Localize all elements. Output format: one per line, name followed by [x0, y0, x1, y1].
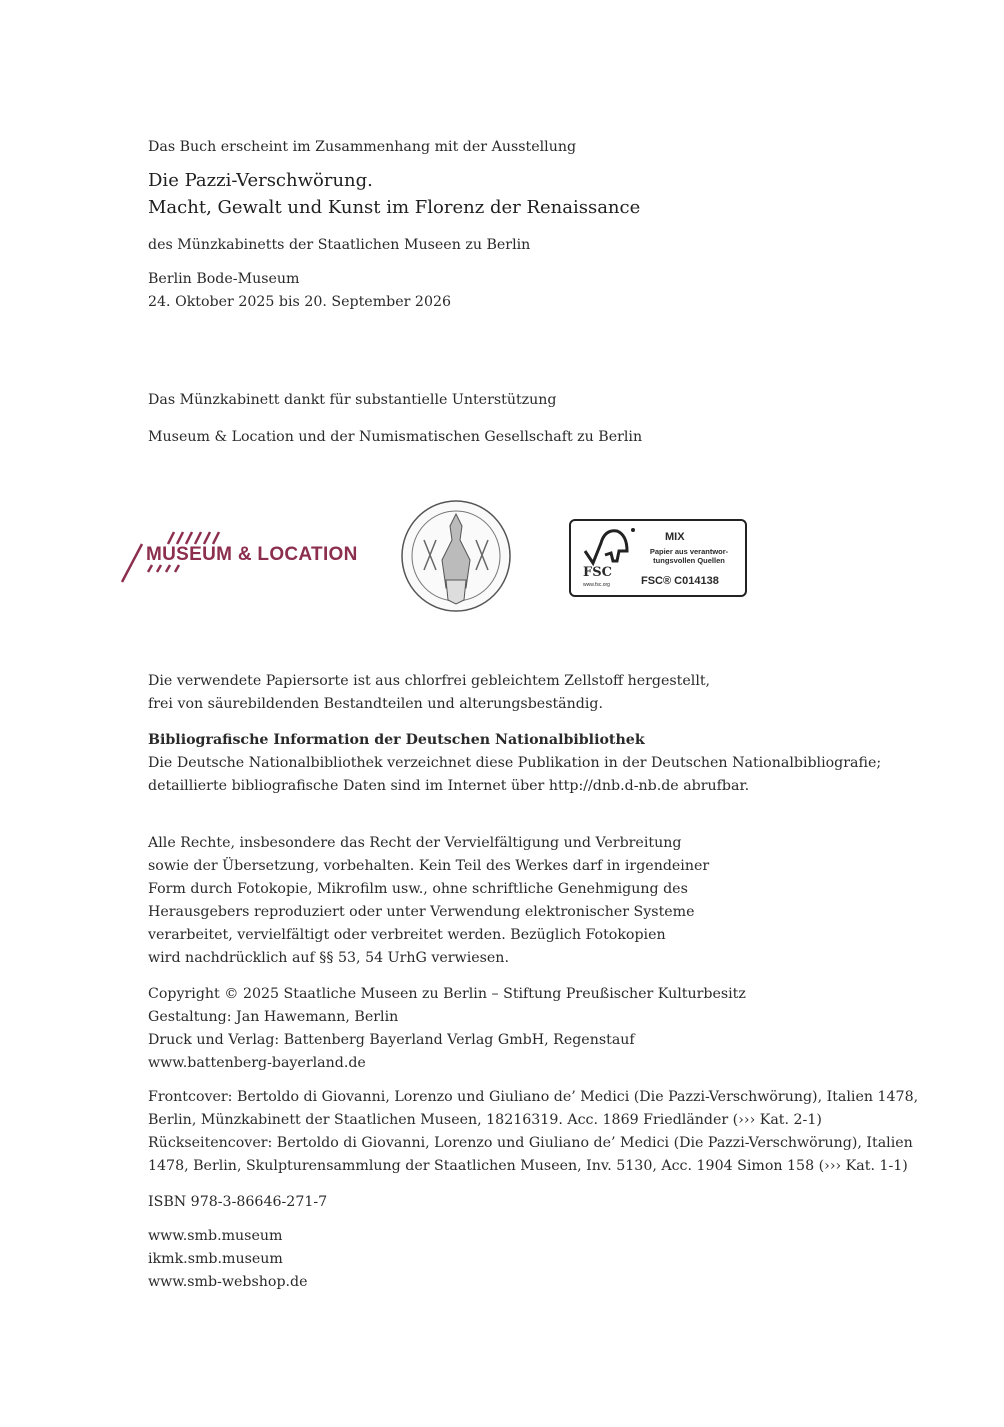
rights-line: wird nachdrücklich auf §§ 53, 54 UrhG verwiesen. [148, 950, 509, 966]
rights-block [148, 832, 709, 970]
cover-line: Rückseitencover: Bertoldo di Giovanni, Lorenzo und Giuliano de’ Medici (Die Pazzi-Verschwörung), Italien [148, 1135, 913, 1151]
exhibition-title [148, 167, 640, 221]
isbn: ISBN 978-3-86646-271-7 [148, 1194, 328, 1210]
link-smb[interactable]: www.smb.museum [148, 1228, 283, 1244]
title-line-2: Macht, Gewalt und Kunst im Florenz der Renaissance [148, 197, 641, 218]
thanks-line-2: Museum & Location und der Numismatischen Gesellschaft zu Berlin [148, 429, 643, 445]
museum-location-logo: MUSEUM & LOCATION [120, 528, 360, 584]
cover-credits [148, 1086, 918, 1178]
design-credit: Gestaltung: Jan Hawemann, Berlin [148, 1009, 399, 1025]
link-ikmk[interactable]: ikmk.smb.museum [148, 1251, 283, 1267]
links-block [148, 1225, 308, 1294]
dnb-info [148, 729, 881, 798]
cover-line: Frontcover: Bertoldo di Giovanni, Lorenzo und Giuliano de’ Medici (Die Pazzi-Verschwörung), Italien 1478, [148, 1089, 919, 1105]
thanks-line-1: Das Münzkabinett dankt für substantielle Unterstützung [148, 392, 557, 408]
publisher: Druck und Verlag: Battenberg Bayerland Verlag GmbH, Regenstauf [148, 1032, 635, 1048]
fsc-logo: FSC www.fsc.org MIX Papier aus verantwor- tungsvollen Quellen FSC® C014138 [569, 519, 747, 597]
fsc-desc-1: Papier aus verantwor- [649, 547, 729, 556]
rights-line: sowie der Übersetzung, vorbehalten. Kein Teil des Werkes darf in irgendeiner [148, 858, 710, 874]
rights-line: Herausgebers reproduziert oder unter Verwendung elektronischer Systeme [148, 904, 695, 920]
dates: 24. Oktober 2025 bis 20. September 2026 [148, 294, 452, 310]
dnb-line: detaillierte bibliografische Daten sind im Internet über http://dnb.d-nb.de abrufbar. [148, 778, 750, 794]
organizer: des Münzkabinetts der Staatlichen Museen zu Berlin [148, 237, 531, 253]
exhibition-intro: Das Buch erscheint im Zusammenhang mit der Ausstellung [148, 139, 577, 155]
title-line-1: Die Pazzi-Verschwörung. [148, 170, 373, 191]
copyright: Copyright © 2025 Staatliche Museen zu Berlin – Stiftung Preußischer Kulturbesitz [148, 986, 746, 1002]
rights-line: verarbeitet, vervielfältigt oder verbreitet werden. Bezüglich Fotokopien [148, 927, 666, 943]
venue-dates [148, 268, 451, 314]
fsc-desc-2: tungsvollen Quellen [653, 556, 725, 565]
paper-line: frei von säurebildenden Bestandteilen und alterungsbeständig. [148, 696, 603, 712]
imprint-block [148, 983, 746, 1075]
rights-line: Form durch Fotokopie, Mikrofilm usw., ohne schriftliche Genehmigung des [148, 881, 688, 897]
link-webshop[interactable]: www.smb-webshop.de [148, 1274, 308, 1290]
dnb-line: Die Deutsche Nationalbibliothek verzeichnet diese Publikation in der Deutschen Nationalbibliografie; [148, 755, 882, 771]
publisher-link[interactable]: www.battenberg-bayerland.de [148, 1055, 366, 1071]
paper-line: Die verwendete Papiersorte ist aus chlorfrei gebleichtem Zellstoff hergestellt, [148, 673, 711, 689]
cover-line: 1478, Berlin, Skulpturensammlung der Staatlichen Museen, Inv. 5130, Acc. 1904 Simon 158 (››› Kat. 1-1) [148, 1158, 908, 1174]
rights-line: Alle Rechte, insbesondere das Recht der Vervielfältigung und Verbreitung [148, 835, 682, 851]
cover-line: Berlin, Münzkabinett der Staatlichen Museen, 18216319. Acc. 1869 Friedländer (››› Kat. 2-1) [148, 1112, 822, 1128]
paper-note [148, 670, 710, 716]
venue: Berlin Bode-Museum [148, 271, 300, 287]
dnb-heading: Bibliografische Information der Deutschen Nationalbibliothek [148, 732, 645, 748]
numismatic-society-seal [400, 500, 512, 612]
